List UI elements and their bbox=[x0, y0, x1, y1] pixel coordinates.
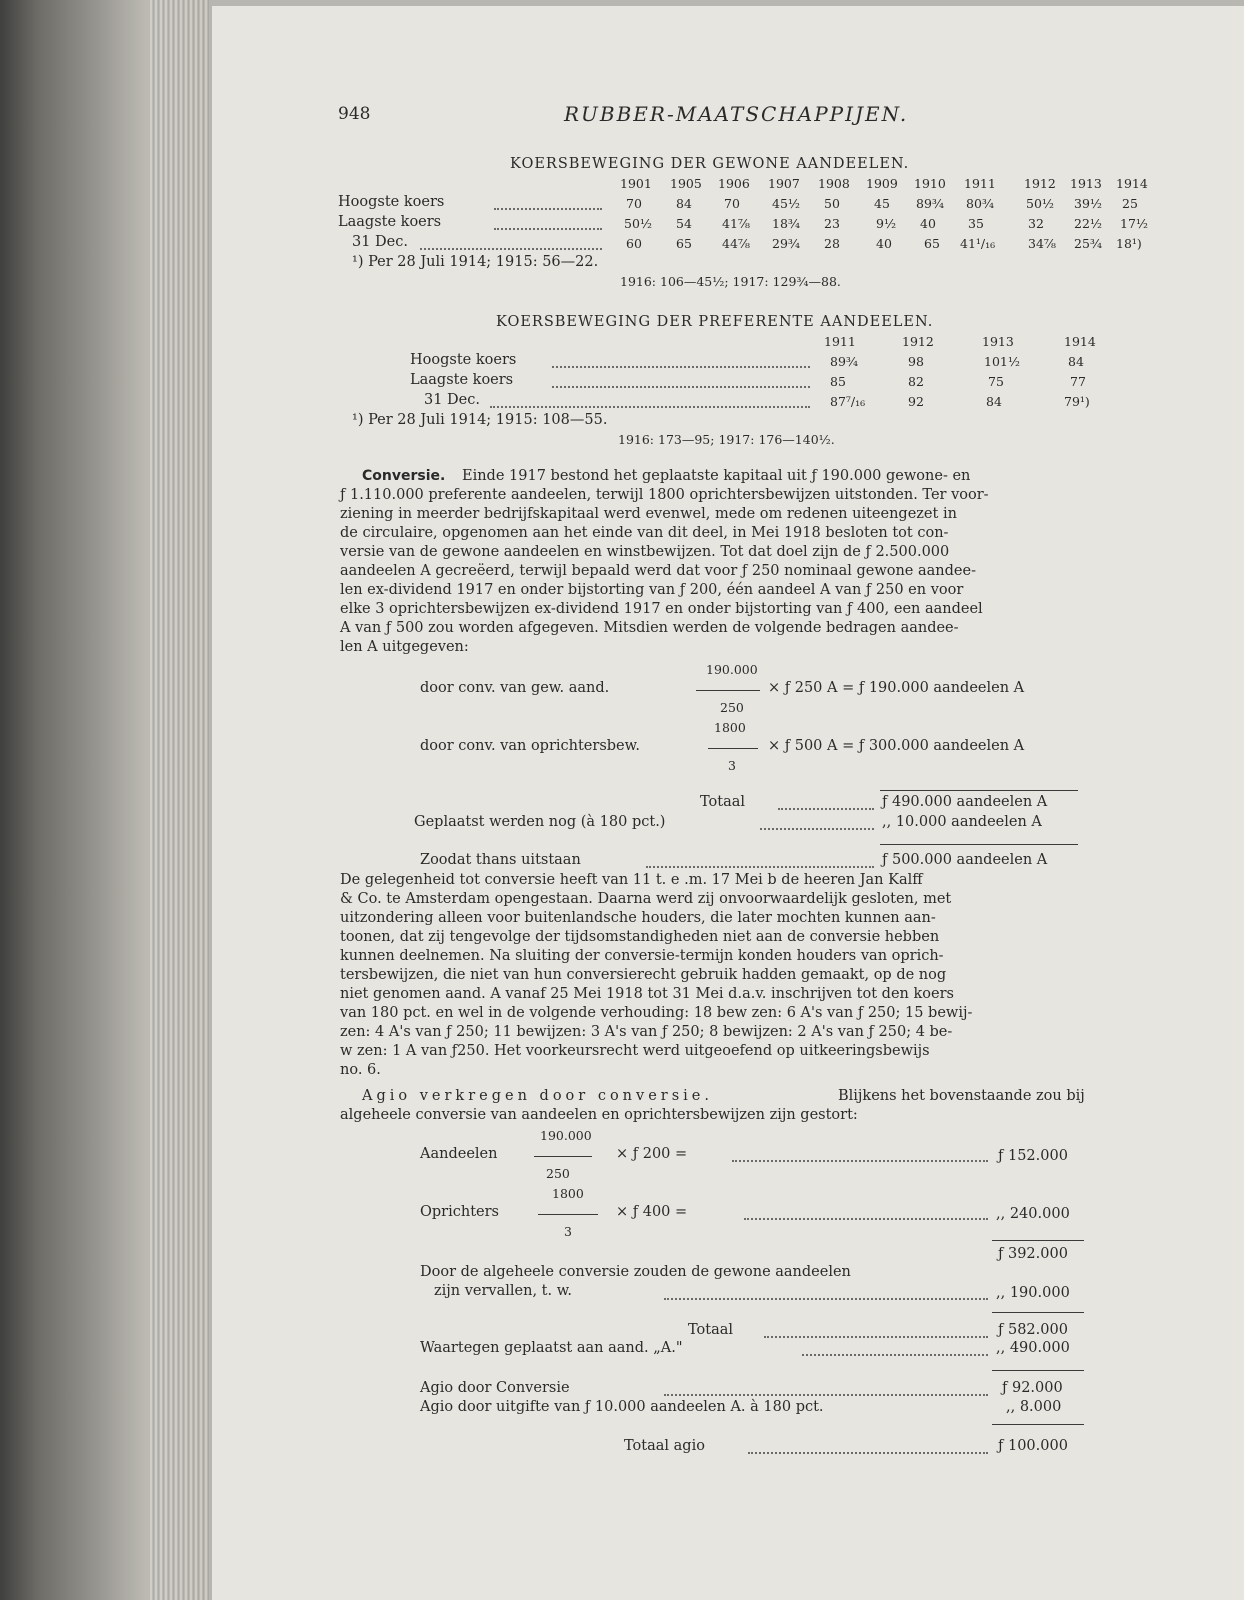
table2-title: KOERSBEWEGING DER PREFERENTE AANDEELEN. bbox=[496, 314, 934, 330]
table1-cell: 50½ bbox=[624, 216, 653, 231]
book-page bbox=[212, 6, 1244, 1600]
agio-mult: × ƒ 200 = bbox=[616, 1146, 688, 1162]
agio-vervallen-line: zijn vervallen, t. w. bbox=[434, 1283, 573, 1299]
table1-row-label: Laagste koers bbox=[338, 214, 442, 230]
table2-year: 1914 bbox=[1064, 334, 1096, 349]
leader-dots bbox=[744, 1218, 988, 1220]
table1-cell: 65 bbox=[676, 236, 692, 251]
paragraph-line: w zen: 1 A van ƒ250. Het voorkeursrecht werd uitgeoefend op uitkeeringsbewijs bbox=[340, 1043, 930, 1059]
paragraph-line: aandeelen A gecreëerd, terwijl bepaald werd dat voor ƒ 250 nominaal gewone aandee- bbox=[340, 563, 976, 579]
table1-year: 1914 bbox=[1116, 176, 1148, 191]
paragraph-line: elke 3 oprichtersbewijzen ex-dividend 1917 en onder bijstorting van ƒ 400, een aandeel bbox=[340, 601, 983, 617]
table2-row-label: Laagste koers bbox=[410, 372, 514, 388]
table2-cell: 87⁷/₁₆ bbox=[830, 394, 866, 409]
table1-cell: 35 bbox=[968, 216, 984, 231]
table2-footnote: 1916: 173—95; 1917: 176—140½. bbox=[618, 432, 835, 447]
table1-cell: 34⅞ bbox=[1028, 236, 1057, 251]
table2-year: 1912 bbox=[902, 334, 934, 349]
leader-dots bbox=[732, 1160, 988, 1162]
sum-rule bbox=[992, 1370, 1084, 1371]
table1-cell: 45 bbox=[874, 196, 890, 211]
paragraph-line: van 180 pct. en wel in de volgende verhouding: 18 bew zen: 6 A's van ƒ 250; 15 bewij- bbox=[340, 1005, 973, 1021]
paragraph-line: ƒ 1.110.000 preferente aandeelen, terwijl 1800 oprichtersbewijzen uitstonden. Ter voor- bbox=[340, 487, 989, 503]
agio-vervallen-line: Door de algeheele conversie zouden de gewone aandeelen bbox=[420, 1264, 851, 1280]
agio-mult: × ƒ 400 = bbox=[616, 1204, 688, 1220]
table2-cell: 84 bbox=[986, 394, 1002, 409]
leader-dots bbox=[664, 1394, 988, 1396]
leader-dots bbox=[552, 386, 810, 388]
calc-geplaatst-label: Geplaatst werden nog (à 180 pct.) bbox=[414, 814, 666, 830]
table1-title: KOERSBEWEGING DER GEWONE AANDEELEN. bbox=[510, 156, 910, 172]
section-heading-conversie: Conversie. bbox=[362, 468, 446, 484]
table1-cell: 60 bbox=[626, 236, 642, 251]
table1-year: 1912 bbox=[1024, 176, 1056, 191]
paragraph-line: niet genomen aand. A vanaf 25 Mei 1918 tot 31 Mei d.a.v. inschrijven tot den koers bbox=[340, 986, 954, 1002]
fraction-denominator: 3 bbox=[564, 1224, 572, 1239]
table1-year: 1911 bbox=[964, 176, 996, 191]
paragraph-line: Einde 1917 bestond het geplaatste kapitaal uit ƒ 190.000 gewone- en bbox=[462, 468, 971, 484]
page-edges bbox=[150, 0, 210, 1600]
calc-label: door conv. van oprichtersbew. bbox=[420, 738, 640, 754]
table1-year: 1908 bbox=[818, 176, 850, 191]
agio-totaal-agio-value: ƒ 100.000 bbox=[998, 1438, 1068, 1454]
leader-dots bbox=[748, 1452, 988, 1454]
table1-cell: 65 bbox=[924, 236, 940, 251]
table1-cell: 39½ bbox=[1074, 196, 1103, 211]
agio-uitgifte-label: Agio door uitgifte van ƒ 10.000 aandeelen A. à 180 pct. bbox=[420, 1399, 824, 1415]
table2-cell: 77 bbox=[1070, 374, 1086, 389]
calc-geplaatst-value: ,, 10.000 aandeelen A bbox=[882, 814, 1042, 830]
leader-dots bbox=[494, 228, 602, 230]
page-number: 948 bbox=[338, 104, 371, 124]
agio-vervallen-value: ,, 190.000 bbox=[996, 1285, 1070, 1301]
table2-cell: 85 bbox=[830, 374, 846, 389]
table1-year: 1907 bbox=[768, 176, 800, 191]
table2-cell: 92 bbox=[908, 394, 924, 409]
table1-year: 1913 bbox=[1070, 176, 1102, 191]
calc-zoodat-value: ƒ 500.000 aandeelen A bbox=[882, 852, 1048, 868]
leader-dots bbox=[646, 866, 874, 868]
fraction-numerator: 1800 bbox=[552, 1186, 584, 1201]
section-heading-agio: Agio verkregen door conversie. bbox=[362, 1088, 713, 1104]
paragraph-line: no. 6. bbox=[340, 1062, 381, 1078]
leader-dots bbox=[764, 1336, 988, 1338]
table2-year: 1911 bbox=[824, 334, 856, 349]
paragraph-line: len ex-dividend 1917 en onder bijstorting van ƒ 200, één aandeel A van ƒ 250 en voor bbox=[340, 582, 964, 598]
table1-cell: 23 bbox=[824, 216, 840, 231]
sum-rule bbox=[880, 790, 1078, 791]
paragraph-line: toonen, dat zij tengevolge der tijdsomstandigheden niet aan de conversie hebben bbox=[340, 929, 940, 945]
table2-cell: 75 bbox=[988, 374, 1004, 389]
table1-cell: 89¾ bbox=[916, 196, 945, 211]
paragraph-line: A van ƒ 500 zou worden afgegeven. Mitsdien werden de volgende bedragen aandee- bbox=[340, 620, 959, 636]
paragraph-line: zen: 4 A's van ƒ 250; 11 bewijzen: 3 A's van ƒ 250; 8 bewijzen: 2 A's van ƒ 250; 4 be- bbox=[340, 1024, 953, 1040]
table2-row-label: Hoogste koers bbox=[410, 352, 517, 368]
table1-cell: 50½ bbox=[1026, 196, 1055, 211]
paragraph-line: tersbewijzen, die niet van hun conversierecht gebruik hadden gemaakt, op de nog bbox=[340, 967, 947, 983]
fraction-bar bbox=[696, 690, 760, 691]
calc-totaal-label: Totaal bbox=[700, 794, 746, 810]
table1-cell: 22½ bbox=[1074, 216, 1103, 231]
agio-conv-value: ƒ 92.000 bbox=[1002, 1380, 1063, 1396]
paragraph-line: ziening in meerder bedrijfskapitaal werd evenwel, mede om redenen uiteengezet in bbox=[340, 506, 957, 522]
table1-year: 1909 bbox=[866, 176, 898, 191]
table1-cell: 80¾ bbox=[966, 196, 995, 211]
leader-dots bbox=[490, 406, 810, 408]
agio-waartegen-label: Waartegen geplaatst aan aand. „A." bbox=[420, 1340, 683, 1356]
fraction-denominator: 250 bbox=[720, 700, 744, 715]
table1-cell: 25¾ bbox=[1074, 236, 1103, 251]
fraction-numerator: 190.000 bbox=[540, 1128, 592, 1143]
running-title: RUBBER-MAATSCHAPPIJEN. bbox=[564, 102, 909, 126]
paragraph-line: algeheele conversie van aandeelen en oprichtersbewijzen zijn gestort: bbox=[340, 1107, 858, 1123]
table2-year: 1913 bbox=[982, 334, 1014, 349]
table2-cell: 89¾ bbox=[830, 354, 859, 369]
table1-cell: 45½ bbox=[772, 196, 801, 211]
table1-cell: 17½ bbox=[1120, 216, 1149, 231]
agio-value: ƒ 152.000 bbox=[998, 1148, 1068, 1164]
calc-zoodat-label: Zoodat thans uitstaan bbox=[420, 852, 581, 868]
fraction-bar bbox=[534, 1156, 592, 1157]
sum-rule bbox=[992, 1240, 1084, 1241]
agio-totaal-label: Totaal bbox=[688, 1322, 734, 1338]
table1-year: 1905 bbox=[670, 176, 702, 191]
table1-cell: 29¾ bbox=[772, 236, 801, 251]
paragraph-line: de circulaire, opgenomen aan het einde van dit deel, in Mei 1918 besloten tot con- bbox=[340, 525, 949, 541]
agio-value: ,, 240.000 bbox=[996, 1206, 1070, 1222]
table1-cell: 84 bbox=[676, 196, 692, 211]
fraction-numerator: 190.000 bbox=[706, 662, 758, 677]
table1-cell: 40 bbox=[920, 216, 936, 231]
paragraph-line: De gelegenheid tot conversie heeft van 11 t. e .m. 17 Mei b de heeren Jan Kalff bbox=[340, 872, 923, 888]
table1-cell: 50 bbox=[824, 196, 840, 211]
calc-totaal-value: ƒ 490.000 aandeelen A bbox=[882, 794, 1048, 810]
sum-rule bbox=[992, 1424, 1084, 1425]
table1-footnote: ¹) Per 28 Juli 1914; 1915: 56—22. bbox=[352, 254, 599, 270]
table1-footnote: 1916: 106—45½; 1917: 129¾—88. bbox=[620, 274, 841, 289]
fraction-bar bbox=[708, 748, 758, 749]
table1-cell: 41¹/₁₆ bbox=[960, 236, 996, 251]
table2-cell: 84 bbox=[1068, 354, 1084, 369]
paragraph-line: & Co. te Amsterdam opengestaan. Daarna werd zij onvoorwaardelijk gesloten, met bbox=[340, 891, 952, 907]
leader-dots bbox=[420, 248, 602, 250]
fraction-bar bbox=[538, 1214, 598, 1215]
agio-uitgifte-value: ,, 8.000 bbox=[1006, 1399, 1062, 1415]
table1-cell: 25 bbox=[1122, 196, 1138, 211]
table1-cell: 70 bbox=[626, 196, 642, 211]
fraction-denominator: 3 bbox=[728, 758, 736, 773]
table2-footnote: ¹) Per 28 Juli 1914; 1915: 108—55. bbox=[352, 412, 608, 428]
table1-year: 1906 bbox=[718, 176, 750, 191]
agio-subtotal: ƒ 392.000 bbox=[998, 1246, 1068, 1262]
calc-result: × ƒ 250 A = ƒ 190.000 aandeelen A bbox=[768, 680, 1025, 696]
table2-cell: 82 bbox=[908, 374, 924, 389]
table1-row-label: 31 Dec. bbox=[352, 234, 408, 250]
paragraph-line: kunnen deelnemen. Na sluiting der conversie-termijn konden houders van oprich- bbox=[340, 948, 944, 964]
table1-year: 1910 bbox=[914, 176, 946, 191]
leader-dots bbox=[552, 366, 810, 368]
table1-cell: 70 bbox=[724, 196, 740, 211]
table2-cell: 79¹) bbox=[1064, 394, 1090, 409]
agio-conv-label: Agio door Conversie bbox=[420, 1380, 570, 1396]
paragraph-line: Blijkens het bovenstaande zou bij bbox=[838, 1088, 1085, 1104]
table1-cell: 9½ bbox=[876, 216, 897, 231]
paragraph-line: versie van de gewone aandeelen en winstbewijzen. Tot dat doel zijn de ƒ 2.500.000 bbox=[340, 544, 950, 560]
sum-rule bbox=[880, 844, 1078, 845]
paragraph-line: uitzondering alleen voor buitenlandsche houders, die later mochten kunnen aan- bbox=[340, 910, 936, 926]
table2-cell: 101½ bbox=[984, 354, 1020, 369]
table1-cell: 18¾ bbox=[772, 216, 801, 231]
table1-row-label: Hoogste koers bbox=[338, 194, 445, 210]
leader-dots bbox=[760, 828, 874, 830]
agio-label: Oprichters bbox=[420, 1204, 499, 1220]
agio-totaal-agio-label: Totaal agio bbox=[624, 1438, 705, 1454]
table1-cell: 41⅞ bbox=[722, 216, 751, 231]
leader-dots bbox=[664, 1298, 988, 1300]
paragraph-line: len A uitgegeven: bbox=[340, 639, 469, 655]
sum-rule bbox=[992, 1312, 1084, 1313]
agio-label: Aandeelen bbox=[420, 1146, 498, 1162]
table1-cell: 18¹) bbox=[1116, 236, 1142, 251]
table2-cell: 98 bbox=[908, 354, 924, 369]
calc-result: × ƒ 500 A = ƒ 300.000 aandeelen A bbox=[768, 738, 1025, 754]
fraction-denominator: 250 bbox=[546, 1166, 570, 1181]
table1-cell: 32 bbox=[1028, 216, 1044, 231]
leader-dots bbox=[802, 1354, 988, 1356]
table1-year: 1901 bbox=[620, 176, 652, 191]
agio-waartegen-value: ,, 490.000 bbox=[996, 1340, 1070, 1356]
calc-label: door conv. van gew. aand. bbox=[420, 680, 610, 696]
fraction-numerator: 1800 bbox=[714, 720, 746, 735]
leader-dots bbox=[778, 808, 874, 810]
table1-cell: 44⅞ bbox=[722, 236, 751, 251]
table1-cell: 54 bbox=[676, 216, 692, 231]
table1-cell: 28 bbox=[824, 236, 840, 251]
table2-row-label: 31 Dec. bbox=[424, 392, 480, 408]
agio-totaal-value: ƒ 582.000 bbox=[998, 1322, 1068, 1338]
table1-cell: 40 bbox=[876, 236, 892, 251]
leader-dots bbox=[494, 208, 602, 210]
